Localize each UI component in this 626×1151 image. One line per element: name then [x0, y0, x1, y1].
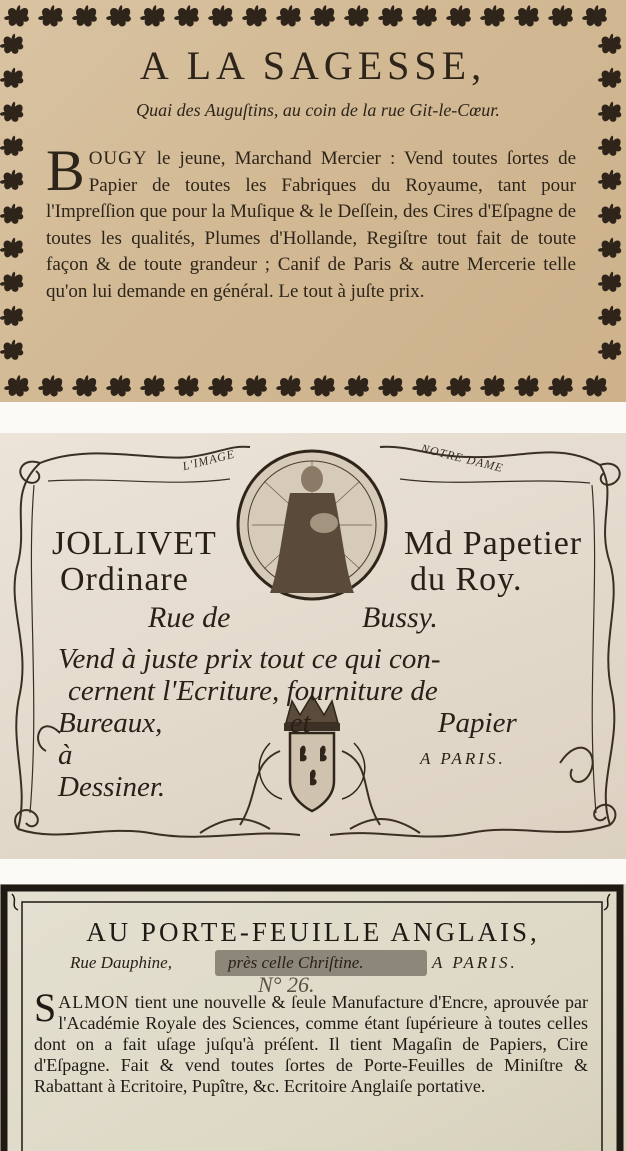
description-line: Dessiner.: [58, 771, 166, 803]
fleuron-icon: [72, 5, 97, 26]
fleuron-icon: [598, 238, 621, 258]
fleuron-icon: [0, 102, 23, 122]
fleuron-icon: [598, 272, 621, 292]
fleuron-icon: [0, 204, 23, 224]
fleuron-icon: [174, 5, 199, 26]
fleuron-icon: [378, 375, 403, 396]
fleuron-icon: [412, 5, 437, 26]
fleuron-icon: [378, 5, 403, 26]
fleuron-icon: [174, 375, 199, 396]
fleuron-icon: [0, 136, 23, 156]
ornamental-border-bottom: [0, 372, 626, 402]
trade-card-jollivet: [0, 433, 626, 859]
drop-initial: S: [34, 985, 57, 1030]
fleuron-icon: [344, 5, 369, 26]
fleuron-icon: [208, 375, 233, 396]
fleuron-icon: [598, 340, 621, 360]
fleuron-icon: [480, 375, 505, 396]
fleuron-icon: [0, 238, 23, 258]
city-label: A PARIS.: [432, 953, 518, 972]
fleuron-icon: [412, 375, 437, 396]
description: [58, 643, 578, 803]
fleuron-icon: [0, 340, 23, 360]
fleuron-icon: [242, 5, 267, 26]
fleuron-icon: [140, 375, 165, 396]
ribbon-text-right: NOTRE DAME: [419, 441, 505, 476]
fleuron-icon: [140, 5, 165, 26]
address-highlight-text: près celle Chriſtine.: [228, 953, 364, 972]
ribbon-text-left: L'IMAGE: [180, 446, 237, 474]
street-label: Rue de: [148, 601, 231, 634]
fleuron-icon: [72, 375, 97, 396]
fleuron-icon: [548, 375, 573, 396]
street-address: Rue Dauphine,: [70, 953, 172, 972]
ordinaire-text: Ordinare: [60, 561, 189, 598]
fleuron-icon: [514, 5, 539, 26]
fleuron-icon: [276, 375, 301, 396]
ornamental-border-top: [0, 0, 626, 30]
fleuron-icon: [598, 102, 621, 122]
shop-title: AU PORTE-FEUILLE ANGLAIS,: [86, 917, 540, 947]
street-name: Bussy.: [362, 601, 438, 634]
fleuron-icon: [344, 375, 369, 396]
fleuron-icon: [0, 306, 23, 326]
card-text: [34, 985, 588, 1097]
merchant-name: JOLLIVET: [52, 525, 217, 562]
shop-address: Quai des Auguſtins, au coin de la rue Git-le-Cœur.: [136, 100, 500, 120]
fleuron-icon: [598, 204, 621, 224]
du-roy-text: du Roy.: [410, 561, 523, 598]
fleuron-icon: [0, 170, 23, 190]
fleuron-icon: [598, 306, 621, 326]
description-line: cernent l'Ecriture, fourniture de: [68, 675, 438, 707]
card-text: [46, 138, 577, 305]
description: le jeune, Marchand Mercier : Vend toutes ſortes de Papier de toutes les Fabriques du Royaume, tant pour l'Impreſſion que pour la Muſique & le Deſſein, des Cires d'Eſpagne de toutes les qualités, Plumes d'Hollande, Regiſtre tout fait de toute façon & de toute grandeur ; Canif de Paris & autre Mercerie telle qu'on lui demande en général. Le tout à juſte prix.: [46, 148, 577, 302]
fleuron-icon: [598, 170, 621, 190]
fleuron-icon: [310, 5, 335, 26]
fleuron-icon: [598, 136, 621, 156]
fleuron-icon: [548, 5, 573, 26]
fleuron-icon: [446, 5, 471, 26]
drop-initial: B: [46, 138, 85, 203]
trade-card-a-la-sagesse: [0, 0, 626, 402]
fleuron-icon: [276, 5, 301, 26]
description-line: Bureaux, et Papier à: [58, 707, 517, 771]
fleuron-icon: [208, 5, 233, 26]
trade-card-porte-feuille-anglais: [0, 884, 626, 1151]
description-line: Vend à juste prix tout ce qui con-: [58, 643, 441, 675]
fleuron-icon: [242, 375, 267, 396]
fleuron-icon: [480, 5, 505, 26]
fleuron-icon: [310, 375, 335, 396]
fleuron-icon: [446, 375, 471, 396]
description: tient une nouvelle & ſeule Manufacture d'Encre, aprouvée par l'Académie Royale des Sciences, comme étant ſupérieure à toutes celles dont on a fait uſage juſqu'à préſent. Il tient Magaſin de Papiers, Cire d'Eſpagne. Fait & vend toutes ſortes de Porte-Feuilles de Miniſtre & Rabattant à Ecritoire, Pupître, &c. Ecritoire Anglaiſe portative.: [34, 992, 588, 1096]
house-number: N° 26.: [258, 972, 315, 997]
shop-title: A LA SAGESSE,: [139, 43, 487, 88]
city-label: A PARIS.: [420, 749, 506, 768]
fleuron-icon: [0, 272, 23, 292]
fleuron-icon: [106, 375, 131, 396]
fleuron-icon: [38, 375, 63, 396]
merchant-name: ALMON: [58, 992, 130, 1012]
madonna-medallion-icon: [238, 451, 386, 599]
fleuron-icon: [514, 375, 539, 396]
fleuron-icon: [106, 5, 131, 26]
merchant-name: OUGY: [88, 148, 148, 169]
merchant-title: Md Papetier: [404, 525, 583, 562]
fleuron-icon: [38, 5, 63, 26]
